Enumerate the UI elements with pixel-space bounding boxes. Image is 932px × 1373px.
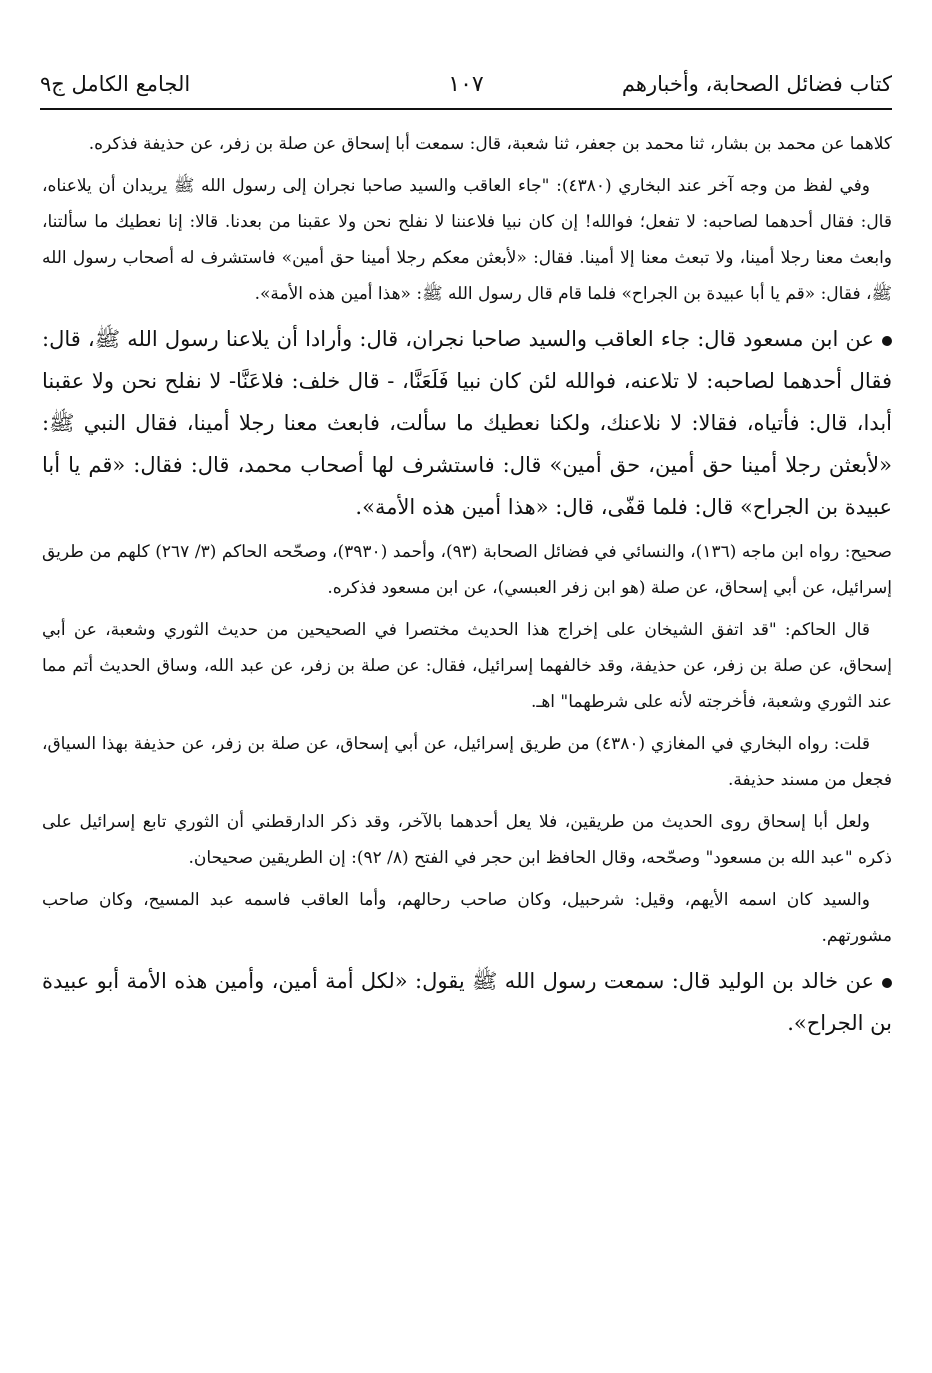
bullet-icon xyxy=(882,336,892,346)
paragraph-text: قلت: رواه البخاري في المغازي (٤٣٨٠) من طريق إسرائيل، عن أبي إسحاق، عن صلة بن زفر، عن حذيفة بهذا السياق، فجعل من مسند حذيفة. xyxy=(42,734,892,790)
paragraph xyxy=(42,126,892,162)
hadith-paragraph xyxy=(42,318,892,528)
paragraph-text: عن خالد بن الوليد قال: سمعت رسول الله ﷺ يقول: «لكل أمة أمين، وأمين هذه الأمة أبو عبيدة بن الجراح». xyxy=(42,969,892,1035)
bullet-icon xyxy=(882,978,892,988)
paragraph xyxy=(42,612,892,720)
paragraph-text: صحيح: رواه ابن ماجه (١٣٦)، والنسائي في فضائل الصحابة (٩٣)، وأحمد (٣٩٣٠)، وصحّحه الحاكم (٣/ ٢٦٧) كلهم من طريق إسرائيل، عن أبي إسحاق، عن صلة (هو ابن زفر العبسي)، عن ابن مسعود فذكره. xyxy=(42,542,892,598)
page-number: ١٠٧ xyxy=(448,71,484,97)
paragraph xyxy=(42,168,892,312)
paragraph xyxy=(42,882,892,954)
series-title: الجامع الكامل ج٩ xyxy=(40,72,191,96)
paragraph xyxy=(42,534,892,606)
hadith-paragraph xyxy=(42,960,892,1044)
paragraph-text: عن ابن مسعود قال: جاء العاقب والسيد صاحبا نجران، قال: وأرادا أن يلاعنا رسول الله ﷺ، قال: فقال أحدهما لصاحبه: لا تلاعنه، فوالله لئن كان نبيا فَلَعَنَّا، - قال خلف: فلاعَنَّا- لا نفلح نحن ولا عقبنا أبدا، قال: فأتياه، فقالا: لا نلاعنك، ولكنا نعطيك ما سألت، فابعث معنا رجلا أمينا، فقال النبي ﷺ: «لأبعثن رجلا أمينا حق أمين، حق أمين» قال: فاستشرف لها أصحاب محمد، قال: فقال: «قم يا أبا عبيدة بن الجراح» قال: فلما قفّى، قال: «هذا أمين هذه الأمة». xyxy=(42,327,892,519)
book-title: كتاب فضائل الصحابة، وأخبارهم xyxy=(621,72,892,96)
running-header xyxy=(40,62,892,106)
paragraph xyxy=(42,726,892,798)
paragraph-text: ولعل أبا إسحاق روى الحديث من طريقين، فلا يعل أحدهما بالآخر، وقد ذكر الدارقطني أن الثوري تابع إسرائيل على ذكره "عبد الله بن مسعود" وصحّحه، وقال الحافظ ابن حجر في الفتح (٨/ ٩٢): إن الطريقين صحيحان. xyxy=(42,812,892,868)
paragraph-text: قال الحاكم: "قد اتفق الشيخان على إخراج هذا الحديث مختصرا في الصحيحين من حديث الثوري وشعبة، عن أبي إسحاق، عن صلة بن زفر، عن حذيفة، وقد خالفهما إسرائيل، فقال: عن صلة بن زفر، عن عبد الله، وساق الحديث أتم مما عند الثوري وشعبة، فأخرجته لأنه على شرطهما" اهـ. xyxy=(42,620,892,712)
paragraph-text: وفي لفظ من وجه آخر عند البخاري (٤٣٨٠): "جاء العاقب والسيد صاحبا نجران إلى رسول الله ﷺ يريدان أن يلاعناه، قال: فقال أحدهما لصاحبه: لا تفعل؛ فوالله! إن كان نبيا فلاعننا لا نفلح نحن ولا عقبنا من بعدنا. قالا: إنا نعطيك ما سألتنا، وابعث معنا رجلا أمينا، ولا تبعث معنا إلا أمينا. فقال: «لأبعثن معكم رجلا أمينا حق أمين» فاستشرف له أصحاب رسول الله ﷺ، فقال: «قم يا أبا عبيدة بن الجراح» فلما قام قال رسول الله ﷺ: «هذا أمين هذه الأمة». xyxy=(42,176,892,304)
paragraph-text: كلاهما عن محمد بن بشار، ثنا محمد بن جعفر، ثنا شعبة، قال: سمعت أبا إسحاق عن صلة بن زفر، عن حذيفة فذكره. xyxy=(88,134,892,154)
paragraph xyxy=(42,804,892,876)
page-body xyxy=(42,126,892,1050)
paragraph-text: والسيد كان اسمه الأيهم، وقيل: شرحبيل، وكان صاحب رحالهم، وأما العاقب فاسمه عبد المسيح، وكان صاحب مشورتهم. xyxy=(42,890,892,946)
header-rule xyxy=(40,108,892,110)
